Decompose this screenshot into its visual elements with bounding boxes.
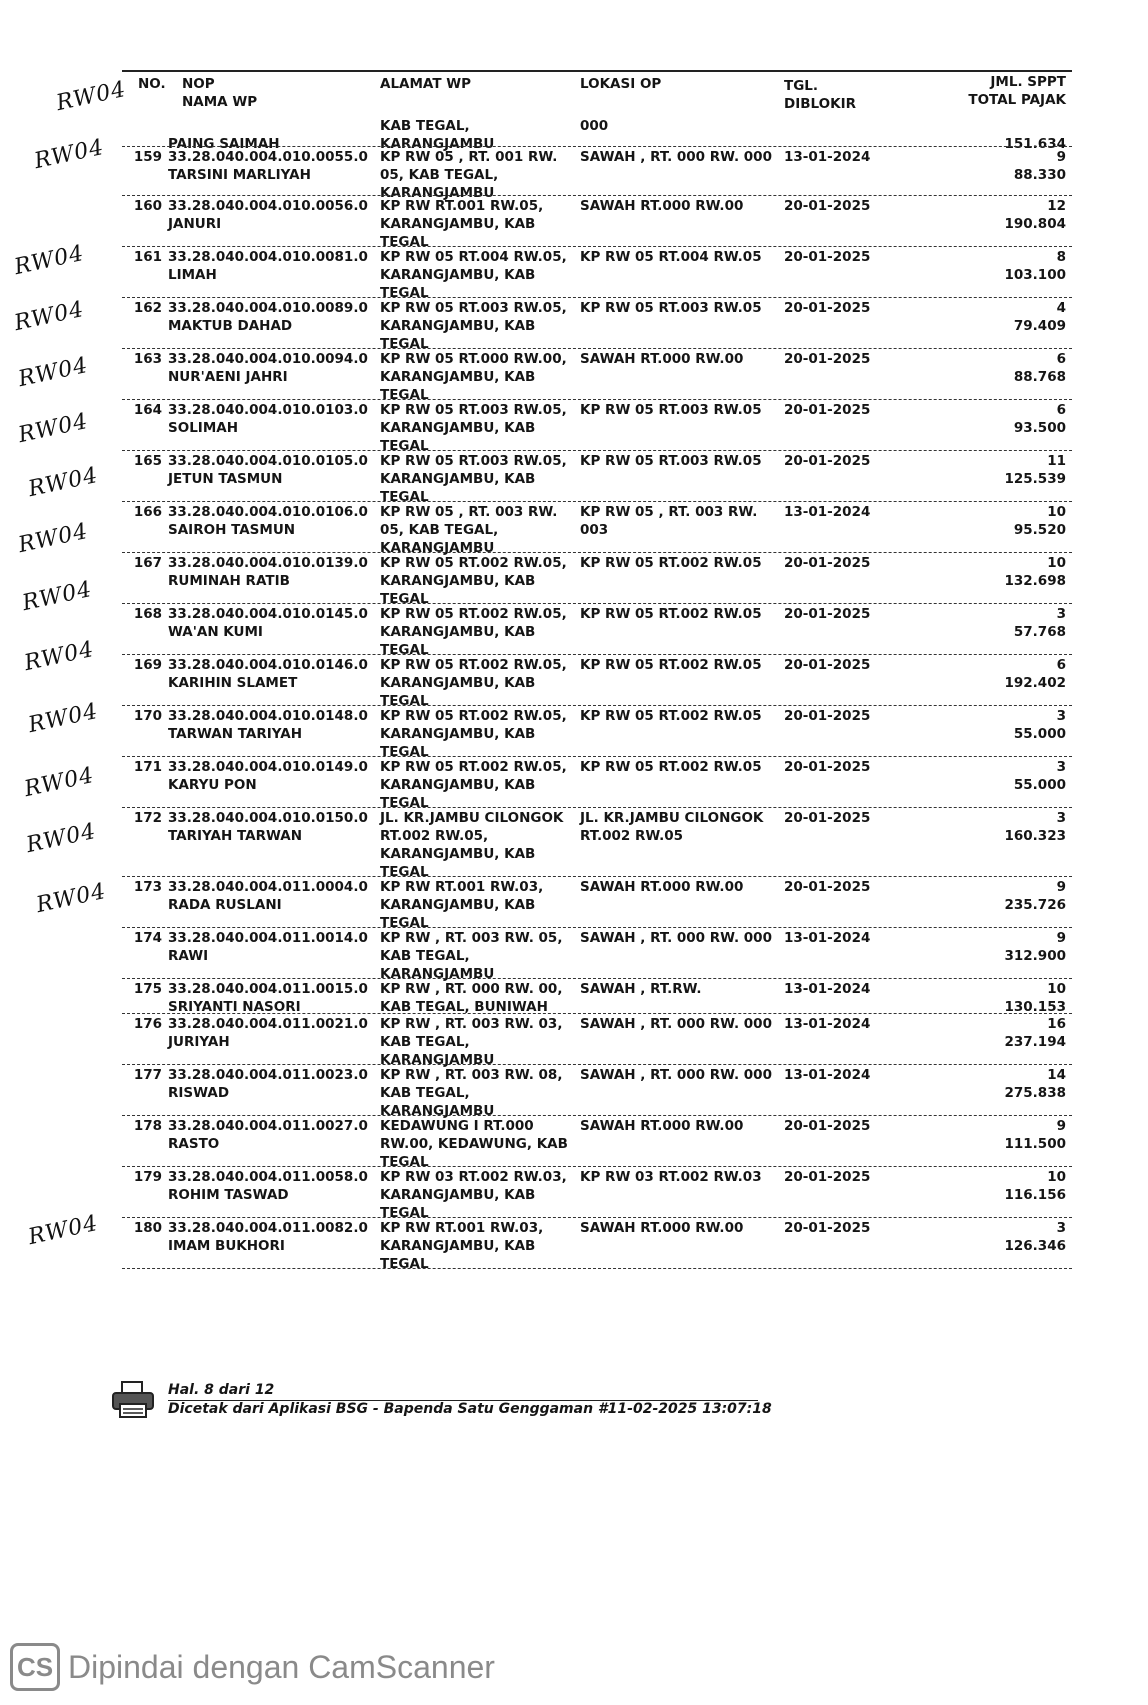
row-lokasi-op: SAWAH RT.000 RW.00: [580, 879, 744, 895]
row-jml-sppt: 3: [1056, 1220, 1066, 1236]
row-total-pajak: 79.409: [1013, 318, 1066, 334]
row-alamat-wp: KP RW RT.001 RW.03, KARANGJAMBU, KAB TEGAL: [380, 879, 544, 931]
row-lokasi-op: SAWAH , RT. 000 RW. 000: [580, 1067, 772, 1083]
row-number: 161: [133, 249, 162, 265]
row-lokasi-op: SAWAH RT.000 RW.00: [580, 1220, 744, 1236]
row-tgl-diblokir: 13-01-2024: [784, 930, 871, 946]
table-header: [122, 70, 1072, 116]
row-lokasi-op: KP RW 05 RT.003 RW.05: [580, 402, 762, 418]
row-lokasi-op: 000: [580, 118, 609, 134]
row-jml-sppt: 3: [1056, 708, 1066, 724]
row-nop: 33.28.040.004.011.0004.0: [168, 879, 368, 895]
row-lokasi-op: SAWAH , RT. 000 RW. 000: [580, 149, 772, 165]
row-nop: 33.28.040.004.010.0150.0: [168, 810, 368, 826]
row-nop: 33.28.040.004.010.0106.0: [168, 504, 368, 520]
header-nop: NOP: [182, 76, 215, 92]
row-number: 173: [133, 879, 162, 895]
row-tgl-diblokir: 20-01-2025: [784, 1169, 871, 1185]
row-number: 171: [133, 759, 162, 775]
row-alamat-wp: KP RW 05 RT.002 RW.05, KARANGJAMBU, KAB TEGAL: [380, 555, 567, 607]
header-lokasi-op: LOKASI OP: [580, 76, 662, 92]
row-nop: 33.28.040.004.011.0021.0: [168, 1016, 368, 1032]
row-alamat-wp: KP RW 05 RT.003 RW.05, KARANGJAMBU, KAB TEGAL: [380, 402, 567, 454]
table-bottom-divider: [122, 1268, 1072, 1269]
print-info: Dicetak dari Aplikasi BSG - Bapenda Satu Genggaman #11-02-2025 13:07:18: [168, 1401, 772, 1417]
row-nop: 33.28.040.004.010.0149.0: [168, 759, 368, 775]
row-number: 160: [133, 198, 162, 214]
row-jml-sppt: 16: [1047, 1016, 1066, 1032]
row-nop: 33.28.040.004.011.0058.0: [168, 1169, 368, 1185]
row-nop: 33.28.040.004.010.0055.0: [168, 149, 368, 165]
row-jml-sppt: 9: [1056, 1118, 1066, 1134]
row-number: 166: [133, 504, 162, 520]
row-nama-wp: KARYU PON: [168, 777, 257, 793]
row-alamat-wp: KP RW RT.001 RW.05, KARANGJAMBU, KAB TEGAL: [380, 198, 544, 250]
table-row: [122, 876, 1072, 931]
row-alamat-wp: KP RW 05 RT.002 RW.05, KARANGJAMBU, KAB TEGAL: [380, 657, 567, 709]
table-row: [122, 399, 1072, 454]
row-lokasi-op: KP RW 05 RT.002 RW.05: [580, 708, 762, 724]
row-alamat-wp: KP RW RT.001 RW.03, KARANGJAMBU, KAB TEGAL: [380, 1220, 544, 1272]
row-number: 174: [133, 930, 162, 946]
row-jml-sppt: 4: [1056, 300, 1066, 316]
row-total-pajak: 95.520: [1013, 522, 1066, 538]
row-lokasi-op: KP RW 05 RT.002 RW.05: [580, 657, 762, 673]
row-alamat-wp: KP RW , RT. 003 RW. 05, KAB TEGAL, KARANGJAMBU: [380, 930, 563, 982]
row-nama-wp: NUR'AENI JAHRI: [168, 369, 288, 385]
row-total-pajak: 116.156: [1004, 1187, 1066, 1203]
row-nama-wp: RAWI: [168, 948, 209, 964]
row-jml-sppt: 12: [1047, 198, 1066, 214]
row-tgl-diblokir: 20-01-2025: [784, 606, 871, 622]
row-jml-sppt: 8: [1056, 249, 1066, 265]
row-nama-wp: TARWAN TARIYAH: [168, 726, 302, 742]
handwritten-note: RW04: [16, 518, 91, 559]
row-nop: 33.28.040.004.010.0094.0: [168, 351, 368, 367]
page-number: Hal. 8 dari 12: [168, 1382, 275, 1398]
row-lokasi-op: KP RW 05 RT.003 RW.05: [580, 300, 762, 316]
row-lokasi-op: SAWAH , RT.RW.: [580, 981, 702, 997]
table-row: [122, 501, 1072, 556]
row-jml-sppt: 10: [1047, 555, 1066, 571]
row-alamat-wp: KP RW 05 , RT. 003 RW. 05, KAB TEGAL, KARANGJAMBU: [380, 504, 558, 556]
handwritten-note: RW04: [16, 352, 91, 393]
table-row: [122, 1115, 1072, 1170]
row-tgl-diblokir: 20-01-2025: [784, 555, 871, 571]
row-nama-wp: RISWAD: [168, 1085, 230, 1101]
row-nop: 33.28.040.004.010.0146.0: [168, 657, 368, 673]
table-row: [122, 450, 1072, 505]
row-nop: 33.28.040.004.010.0145.0: [168, 606, 368, 622]
row-number: 178: [133, 1118, 162, 1134]
row-jml-sppt: 6: [1056, 657, 1066, 673]
table-row: [122, 297, 1072, 352]
row-tgl-diblokir: 20-01-2025: [784, 351, 871, 367]
row-number: 163: [133, 351, 162, 367]
row-nop: 33.28.040.004.010.0081.0: [168, 249, 368, 265]
header-alamat-wp: ALAMAT WP: [380, 76, 472, 92]
header-total-pajak: TOTAL PAJAK: [968, 92, 1066, 108]
row-tgl-diblokir: 20-01-2025: [784, 300, 871, 316]
row-nama-wp: PAING SAIMAH: [168, 136, 280, 152]
row-alamat-wp: KP RW 05 RT.004 RW.05, KARANGJAMBU, KAB TEGAL: [380, 249, 567, 301]
table-row: [122, 1166, 1072, 1221]
row-alamat-wp: KP RW 03 RT.002 RW.03, KARANGJAMBU, KAB TEGAL: [380, 1169, 567, 1221]
row-lokasi-op: SAWAH RT.000 RW.00: [580, 1118, 744, 1134]
table-row: [122, 246, 1072, 301]
row-number: 175: [133, 981, 162, 997]
row-lokasi-op: SAWAH RT.000 RW.00: [580, 351, 744, 367]
row-lokasi-op: KP RW 05 , RT. 003 RW. 003: [580, 504, 758, 538]
table-row: [122, 348, 1072, 403]
row-total-pajak: 275.838: [1004, 1085, 1066, 1101]
handwritten-note: RW04: [26, 462, 101, 503]
row-lokasi-op: SAWAH RT.000 RW.00: [580, 198, 744, 214]
row-total-pajak: 237.194: [1004, 1034, 1066, 1050]
row-nama-wp: TARIYAH TARWAN: [168, 828, 302, 844]
table-row: [122, 146, 1072, 201]
row-tgl-diblokir: 20-01-2025: [784, 810, 871, 826]
row-tgl-diblokir: 20-01-2025: [784, 1220, 871, 1236]
table-row: [122, 654, 1072, 709]
row-number: 162: [133, 300, 162, 316]
row-jml-sppt: 9: [1056, 879, 1066, 895]
row-total-pajak: 55.000: [1013, 777, 1066, 793]
header-jml-sppt: JML. SPPT: [990, 74, 1066, 90]
row-total-pajak: 130.153: [1004, 999, 1066, 1015]
row-nama-wp: IMAM BUKHORI: [168, 1238, 285, 1254]
row-nama-wp: RASTO: [168, 1136, 220, 1152]
row-jml-sppt: 11: [1047, 453, 1066, 469]
row-nama-wp: JANURI: [168, 216, 222, 232]
row-lokasi-op: KP RW 05 RT.004 RW.05: [580, 249, 762, 265]
row-tgl-diblokir: 20-01-2025: [784, 402, 871, 418]
row-alamat-wp: KP RW 05 RT.000 RW.00, KARANGJAMBU, KAB TEGAL: [380, 351, 567, 403]
row-total-pajak: 103.100: [1004, 267, 1066, 283]
row-total-pajak: 126.346: [1004, 1238, 1066, 1254]
row-total-pajak: 57.768: [1013, 624, 1066, 640]
row-alamat-wp: KP RW 05 RT.003 RW.05, KARANGJAMBU, KAB TEGAL: [380, 300, 567, 352]
row-alamat-wp: KP RW 05 , RT. 001 RW. 05, KAB TEGAL, KARANGJAMBU: [380, 149, 558, 201]
table-row: [122, 1013, 1072, 1068]
row-total-pajak: 190.804: [1004, 216, 1066, 232]
row-tgl-diblokir: 20-01-2025: [784, 249, 871, 265]
row-nop: 33.28.040.004.010.0089.0: [168, 300, 368, 316]
handwritten-note: RW04: [26, 1210, 101, 1251]
row-total-pajak: 160.323: [1004, 828, 1066, 844]
row-total-pajak: 55.000: [1013, 726, 1066, 742]
row-total-pajak: 111.500: [1004, 1136, 1066, 1152]
row-number: 164: [133, 402, 162, 418]
row-nop: 33.28.040.004.010.0105.0: [168, 453, 368, 469]
row-nama-wp: WA'AN KUMI: [168, 624, 263, 640]
header-diblokir: DIBLOKIR: [784, 96, 856, 112]
row-nop: 33.28.040.004.011.0015.0: [168, 981, 368, 997]
handwritten-note: RW04: [12, 296, 87, 337]
row-jml-sppt: 10: [1047, 981, 1066, 997]
row-lokasi-op: JL. KR.JAMBU CILONGOK RT.002 RW.05: [580, 810, 764, 844]
table-row: [122, 552, 1072, 607]
row-number: 168: [133, 606, 162, 622]
row-total-pajak: 151.634: [1004, 136, 1066, 152]
handwritten-note: RW04: [12, 240, 87, 281]
row-number: 159: [133, 149, 162, 165]
handwritten-note: RW04: [34, 878, 109, 919]
row-nama-wp: RUMINAH RATIB: [168, 573, 290, 589]
row-nop: 33.28.040.004.011.0027.0: [168, 1118, 368, 1134]
row-number: 172: [133, 810, 162, 826]
header-no: NO.: [138, 76, 166, 92]
row-nama-wp: MAKTUB DAHAD: [168, 318, 293, 334]
row-alamat-wp: JL. KR.JAMBU CILONGOK RT.002 RW.05, KARANGJAMBU, KAB TEGAL: [380, 810, 564, 880]
row-alamat-wp: KAB TEGAL, KARANGJAMBU: [380, 118, 495, 152]
row-tgl-diblokir: 20-01-2025: [784, 879, 871, 895]
row-alamat-wp: KP RW , RT. 003 RW. 03, KAB TEGAL, KARANGJAMBU: [380, 1016, 563, 1068]
row-tgl-diblokir: 20-01-2025: [784, 453, 871, 469]
row-nop: 33.28.040.004.010.0056.0: [168, 198, 368, 214]
row-tgl-diblokir: 20-01-2025: [784, 198, 871, 214]
row-nop: 33.28.040.004.011.0023.0: [168, 1067, 368, 1083]
row-jml-sppt: 3: [1056, 759, 1066, 775]
table-row: [122, 1217, 1072, 1272]
handwritten-note: RW04: [22, 762, 97, 803]
row-jml-sppt: 3: [1056, 810, 1066, 826]
row-tgl-diblokir: 20-01-2025: [784, 657, 871, 673]
row-nama-wp: SAIROH TASMUN: [168, 522, 296, 538]
row-alamat-wp: KP RW 05 RT.002 RW.05, KARANGJAMBU, KAB TEGAL: [380, 708, 567, 760]
table-row: [122, 978, 1072, 1013]
row-nama-wp: JETUN TASMUN: [168, 471, 283, 487]
row-jml-sppt: 6: [1056, 351, 1066, 367]
table-row: [122, 756, 1072, 811]
table-row: [122, 927, 1072, 982]
handwritten-note: RW04: [16, 408, 91, 449]
row-nop: 33.28.040.004.010.0148.0: [168, 708, 368, 724]
row-jml-sppt: 3: [1056, 606, 1066, 622]
row-nama-wp: LIMAH: [168, 267, 217, 283]
row-lokasi-op: KP RW 05 RT.002 RW.05: [580, 555, 762, 571]
row-alamat-wp: KP RW 05 RT.003 RW.05, KARANGJAMBU, KAB TEGAL: [380, 453, 567, 505]
row-alamat-wp: KP RW 05 RT.002 RW.05, KARANGJAMBU, KAB TEGAL: [380, 606, 567, 658]
row-nama-wp: SOLIMAH: [168, 420, 239, 436]
row-nama-wp: TARSINI MARLIYAH: [168, 167, 311, 183]
row-lokasi-op: KP RW 05 RT.002 RW.05: [580, 759, 762, 775]
header-nama-wp: NAMA WP: [182, 94, 258, 110]
row-jml-sppt: 10: [1047, 504, 1066, 520]
row-total-pajak: 88.330: [1013, 167, 1066, 183]
row-total-pajak: 88.768: [1013, 369, 1066, 385]
row-lokasi-op: SAWAH , RT. 000 RW. 000: [580, 930, 772, 946]
table-row: [122, 1064, 1072, 1119]
handwritten-note: RW04: [20, 576, 95, 617]
row-number: 167: [133, 555, 162, 571]
handwritten-note: RW04: [22, 636, 97, 677]
row-total-pajak: 312.900: [1004, 948, 1066, 964]
header-tgl: TGL.: [784, 78, 819, 94]
row-tgl-diblokir: 13-01-2024: [784, 981, 871, 997]
handwritten-note: RW04: [24, 818, 99, 859]
row-number: 180: [133, 1220, 162, 1236]
tax-table: [122, 70, 1072, 1272]
row-alamat-wp: KP RW , RT. 000 RW. 00, KAB TEGAL, BUNIWAH: [380, 981, 563, 1015]
handwritten-note: RW04: [26, 698, 101, 739]
row-tgl-diblokir: 13-01-2024: [784, 149, 871, 165]
row-total-pajak: 235.726: [1004, 897, 1066, 913]
camscanner-logo-icon: CS: [10, 1643, 60, 1691]
table-row: [122, 807, 1072, 880]
row-nop: 33.28.040.004.010.0139.0: [168, 555, 368, 571]
row-number: 169: [133, 657, 162, 673]
watermark-text: Dipindai dengan CamScanner: [68, 1648, 495, 1685]
row-alamat-wp: KEDAWUNG I RT.000 RW.00, KEDAWUNG, KAB TEGAL: [380, 1118, 568, 1170]
row-nop: 33.28.040.004.011.0082.0: [168, 1220, 368, 1236]
row-lokasi-op: SAWAH , RT. 000 RW. 000: [580, 1016, 772, 1032]
row-alamat-wp: KP RW , RT. 003 RW. 08, KAB TEGAL, KARANGJAMBU: [380, 1067, 563, 1119]
row-number: 170: [133, 708, 162, 724]
row-total-pajak: 192.402: [1004, 675, 1066, 691]
row-lokasi-op: KP RW 05 RT.003 RW.05: [580, 453, 762, 469]
row-nop: 33.28.040.004.011.0014.0: [168, 930, 368, 946]
row-total-pajak: 93.500: [1013, 420, 1066, 436]
row-nama-wp: ROHIM TASWAD: [168, 1187, 289, 1203]
row-number: 179: [133, 1169, 162, 1185]
row-jml-sppt: 10: [1047, 1169, 1066, 1185]
row-jml-sppt: 9: [1056, 930, 1066, 946]
handwritten-note: RW04: [32, 134, 107, 175]
row-nama-wp: RADA RUSLANI: [168, 897, 282, 913]
row-nop: 33.28.040.004.010.0103.0: [168, 402, 368, 418]
row-nama-wp: KARIHIN SLAMET: [168, 675, 298, 691]
table-row: [122, 705, 1072, 760]
row-number: 165: [133, 453, 162, 469]
table-row: [122, 195, 1072, 250]
row-lokasi-op: KP RW 05 RT.002 RW.05: [580, 606, 762, 622]
table-row: [122, 116, 1072, 152]
row-tgl-diblokir: 13-01-2024: [784, 1067, 871, 1083]
row-alamat-wp: KP RW 05 RT.002 RW.05, KARANGJAMBU, KAB TEGAL: [380, 759, 567, 811]
row-tgl-diblokir: 20-01-2025: [784, 708, 871, 724]
row-jml-sppt: 6: [1056, 402, 1066, 418]
row-tgl-diblokir: 13-01-2024: [784, 1016, 871, 1032]
row-tgl-diblokir: 20-01-2025: [784, 759, 871, 775]
table-body: [122, 116, 1072, 1272]
printer-icon: [110, 1380, 156, 1420]
handwritten-note-top: RW04: [54, 76, 129, 117]
row-nama-wp: SRIYANTI NASORI: [168, 999, 301, 1015]
row-jml-sppt: 14: [1047, 1067, 1066, 1083]
row-jml-sppt: 9: [1056, 149, 1066, 165]
row-tgl-diblokir: 20-01-2025: [784, 1118, 871, 1134]
row-number: 177: [133, 1067, 162, 1083]
table-row: [122, 603, 1072, 658]
row-number: 176: [133, 1016, 162, 1032]
row-total-pajak: 125.539: [1004, 471, 1066, 487]
camscanner-watermark: [10, 1642, 495, 1692]
row-total-pajak: 132.698: [1004, 573, 1066, 589]
row-nama-wp: JURIYAH: [168, 1034, 230, 1050]
row-tgl-diblokir: 13-01-2024: [784, 504, 871, 520]
row-lokasi-op: KP RW 03 RT.002 RW.03: [580, 1169, 762, 1185]
